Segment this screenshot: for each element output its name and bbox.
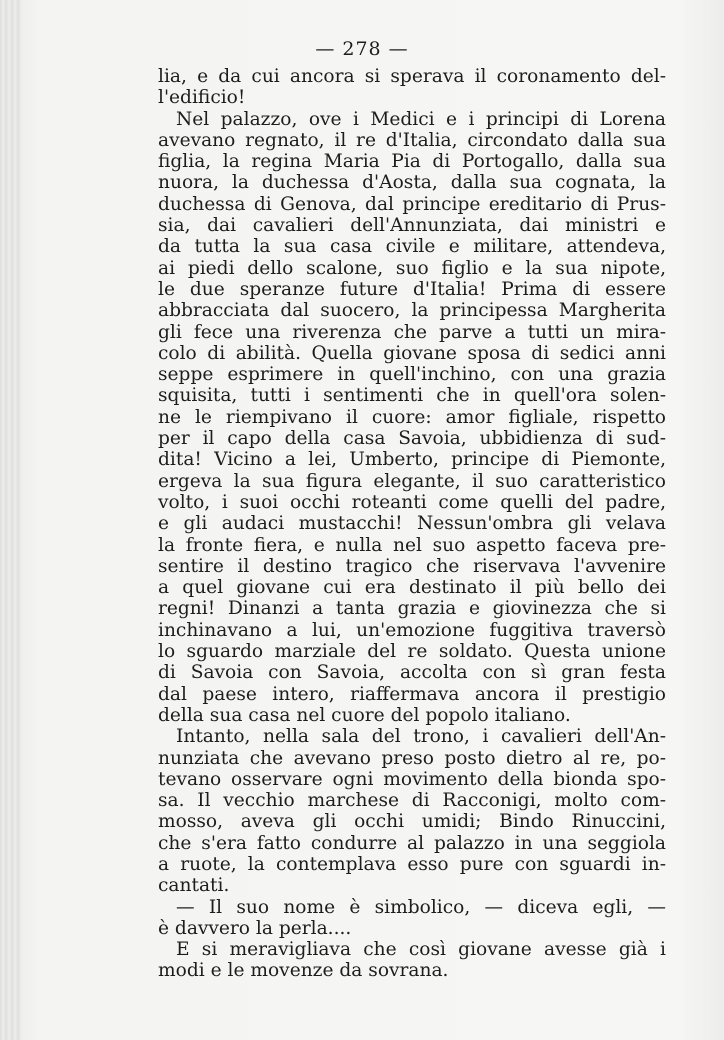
text-line: nuora, la duchessa d'Aosta, dalla sua cognata, la bbox=[158, 172, 666, 194]
text-line: ne le riempivano il cuore: amor figliale, rispetto bbox=[158, 406, 666, 428]
text-line: da tutta la sua casa civile e militare, attendeva, bbox=[158, 236, 666, 258]
text-line: ergeva la sua figura elegante, il suo caratteristico bbox=[158, 470, 666, 492]
text-line: a ruote, la contemplava esso pure con sguardi in- bbox=[158, 853, 666, 875]
text-line: lo sguardo marziale del re soldato. Questa unione bbox=[158, 641, 666, 663]
text-line: ai piedi dello scalone, suo figlio e la sua nipote, bbox=[158, 257, 666, 279]
text-line: modi e le movenze da sovrana. bbox=[158, 960, 449, 982]
text-line: dita! Vicino a lei, Umberto, principe di Piemonte, bbox=[158, 449, 666, 471]
text-line: l'edificio! bbox=[158, 87, 246, 109]
text-line: sentire il destino tragico che riservava l'avvenire bbox=[158, 555, 666, 577]
text-line: è davvero la perla.... bbox=[158, 917, 352, 939]
text-line: le due speranze future d'Italia! Prima di essere bbox=[158, 278, 666, 300]
text-line: di Savoia con Savoia, accolta con sì gran festa bbox=[158, 662, 666, 684]
text-line: inchinavano a lui, un'emozione fuggitiva traversò bbox=[158, 619, 666, 641]
page-number: — 278 — bbox=[315, 38, 409, 60]
text-line: abbracciata dal suocero, la principessa Margherita bbox=[158, 300, 666, 322]
text-line: duchessa di Genova, dal principe ereditario di Prus- bbox=[158, 193, 666, 215]
body-text bbox=[158, 66, 666, 982]
text-line: gli fece una riverenza che parve a tutti un mira- bbox=[158, 321, 666, 343]
text-line: avevano regnato, il re d'Italia, circondato dalla sua bbox=[158, 129, 666, 151]
text-line: cantati. bbox=[158, 875, 230, 897]
text-line: per il capo della casa Savoia, ubbidienza di sud- bbox=[158, 428, 666, 450]
text-line: lia, e da cui ancora si sperava il coronamento del- bbox=[158, 66, 666, 87]
text-line: dal paese intero, riaffermava ancora il prestigio bbox=[158, 683, 666, 705]
text-line: colo di abilità. Quella giovane sposa di sedici anni bbox=[158, 342, 666, 364]
text-line: che s'era fatto condurre al palazzo in una seggiola bbox=[158, 832, 666, 854]
text-line: a quel giovane cui era destinato il più bello dei bbox=[158, 577, 666, 599]
text-line: mosso, aveva gli occhi umidi; Bindo Rinuccini, bbox=[158, 811, 666, 833]
text-line: Intanto, nella sala del trono, i cavalieri dell'An- bbox=[176, 726, 666, 748]
text-line: sa. Il vecchio marchese di Racconigi, molto com- bbox=[158, 790, 666, 812]
text-line: della sua casa nel cuore del popolo italiano. bbox=[158, 704, 571, 726]
text-line: seppe esprimere in quell'inchino, con una grazia bbox=[158, 364, 666, 386]
text-line: e gli audaci mustacchi! Nessun'ombra gli velava bbox=[158, 513, 666, 535]
page-binding-edge bbox=[0, 0, 22, 1040]
text-line: — Il suo nome è simbolico, — diceva egli, — bbox=[176, 896, 666, 918]
text-line: E si meravigliava che così giovane avesse già i bbox=[176, 939, 666, 961]
text-line: la fronte fiera, e nulla nel suo aspetto faceva pre- bbox=[158, 534, 666, 556]
text-line: tevano osservare ogni movimento della bionda spo- bbox=[158, 768, 666, 790]
text-line: nunziata che avevano preso posto dietro al re, po- bbox=[158, 747, 666, 769]
text-line: Nel palazzo, ove i Medici e i principi di Lorena bbox=[176, 108, 666, 130]
text-line: squisita, tutti i sentimenti che in quell'ora solen- bbox=[158, 385, 666, 407]
text-line: regni! Dinanzi a tanta grazia e giovinezza che si bbox=[158, 598, 666, 620]
text-line: figlia, la regina Maria Pia di Portogallo, dalla sua bbox=[158, 151, 666, 173]
text-line: volto, i suoi occhi roteanti come quelli del padre, bbox=[158, 491, 666, 513]
text-line: sia, dai cavalieri dell'Annunziata, dai ministri e bbox=[158, 215, 666, 237]
